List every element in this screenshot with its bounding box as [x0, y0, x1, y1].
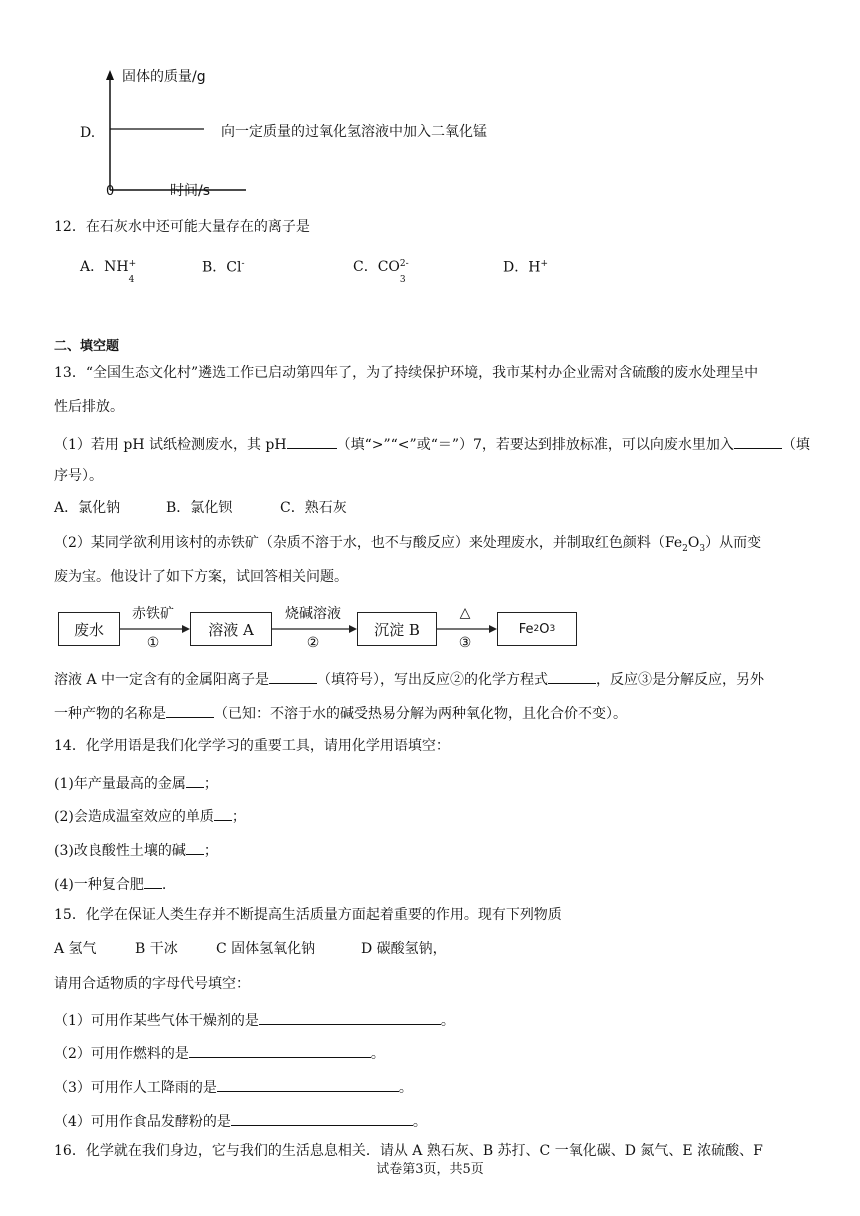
- formula-text: Fe: [518, 621, 534, 637]
- item-text: （3）可用作人工降雨的是: [54, 1080, 217, 1096]
- q15-item-3: [54, 1077, 413, 1097]
- q13-part1: [54, 434, 810, 454]
- item-text: (2)会造成温室效应的单质: [54, 809, 214, 825]
- q13-line2: 性后排放。: [54, 399, 124, 415]
- y-axis-label: 固体的质量/g: [122, 69, 206, 85]
- item-end: 。: [398, 1080, 413, 1096]
- part1-text-a: （1）若用 pH 试纸检测废水，其 pH: [54, 437, 287, 453]
- item-text: (3)改良酸性土壤的碱: [54, 843, 186, 859]
- ion-charge: +: [128, 259, 137, 269]
- question-number: 12．: [54, 219, 86, 235]
- ion-formula: CO: [377, 259, 400, 275]
- q14-item-4: [54, 874, 166, 894]
- q13-part2: [54, 535, 761, 555]
- ion-charge: -: [241, 259, 245, 269]
- section-title: 二、填空题: [54, 339, 120, 354]
- arrow-1-top-label: 赤铁矿: [132, 606, 174, 622]
- answer-blank-additive[interactable]: [734, 434, 782, 449]
- answer-blank[interactable]: [186, 840, 204, 855]
- q14-title: 14．化学用语是我们化学学习的重要工具，请用化学用语填空：: [54, 738, 450, 754]
- ion-subscript: 3: [399, 275, 406, 285]
- flow-box-label: 沉淀 B: [374, 620, 420, 639]
- text: 溶液 A 中一定含有的金属阳离子是: [54, 672, 270, 688]
- item-end: .: [161, 877, 167, 893]
- arrow-3-head: [489, 625, 497, 633]
- flow-box-label: 废水: [73, 620, 104, 639]
- item-end: 。: [370, 1046, 385, 1062]
- arrow-3-step-label: ③: [458, 635, 472, 651]
- formula-text: O: [539, 621, 550, 637]
- option-label: B．: [202, 259, 227, 276]
- q14-item-1: [54, 773, 218, 793]
- part2-text-a: （2）某同学欲利用该村的赤铁矿（杂质不溶于水，也不与酸反应）来处理废水，并制取红色颜料（Fe: [54, 535, 683, 551]
- ion-charge: 2-: [399, 259, 409, 269]
- formula-subscript: 3: [549, 624, 556, 634]
- arrow-1-head: [182, 625, 190, 633]
- item-text: (4)一种复合肥: [54, 877, 144, 893]
- q15-item-1: [54, 1010, 455, 1030]
- q15-option-a: A 氢气: [54, 941, 97, 957]
- ion-formula: NH: [104, 259, 129, 275]
- answer-blank-equation[interactable]: [548, 669, 596, 684]
- q14-item-3: [54, 840, 218, 860]
- option-label: D．: [503, 259, 529, 276]
- q13-line1: 13．“全国生态文化村”遴选工作已启动第四年了，为了持续保护环境，我市某村办企业需对含硫酸的废水处理呈中: [54, 365, 759, 381]
- option-a: [80, 259, 137, 285]
- origin-label: 0: [106, 184, 115, 198]
- ion-formula: Cl: [226, 259, 242, 276]
- x-axis-label: 时间/s: [170, 183, 211, 198]
- ion-charge: +: [540, 259, 548, 269]
- item-end: ；: [203, 776, 218, 792]
- part2-text-c: ）从而变: [705, 535, 762, 551]
- item-end: ；: [203, 843, 218, 859]
- answer-blank[interactable]: [144, 874, 162, 889]
- y-axis-arrow: [106, 70, 114, 80]
- formula-subscript: 2: [533, 624, 540, 634]
- arrow-2-step-label: ②: [306, 635, 320, 651]
- answer-blank[interactable]: [231, 1111, 413, 1126]
- item-end: 。: [412, 1114, 427, 1130]
- answer-blank-ph[interactable]: [287, 434, 337, 449]
- q14-item-2: [54, 806, 246, 826]
- option-c: [353, 259, 412, 285]
- q15-option-c: C 固体氢氧化钠: [216, 941, 316, 957]
- item-end: 。: [440, 1013, 455, 1029]
- page-footer: 试卷第3页，共5页: [376, 1162, 484, 1177]
- item-end: ；: [231, 809, 246, 825]
- text: 一种产物的名称是: [54, 706, 166, 722]
- answer-blank[interactable]: [259, 1010, 441, 1025]
- question-12: [54, 219, 310, 236]
- answer-blank[interactable]: [189, 1043, 371, 1058]
- answer-blank[interactable]: [214, 806, 232, 821]
- q15-item-2: [54, 1043, 385, 1063]
- q13-option-c: C．熟石灰: [280, 500, 347, 516]
- q13-part2-line2: 废为宝。他设计了如下方案，试回答相关问题。: [54, 569, 348, 585]
- q15-item-4: [54, 1111, 427, 1131]
- arrow-2-top-label: 烧碱溶液: [285, 606, 341, 622]
- q15-option-d: D 碳酸氢钠，: [361, 941, 447, 957]
- formula-subscript: 2: [682, 543, 688, 554]
- q15-instruction: 请用合适物质的字母代号填空：: [54, 976, 250, 992]
- q13-option-b: B．氯化钡: [166, 500, 233, 516]
- q16-text: 16．化学就在我们身边，它与我们的生活息息相关．请从 A 熟石灰、B 苏打、C 一氧化碳、D 氮气、E 浓硫酸、F: [54, 1143, 763, 1159]
- option-d-description: 向一定质量的过氧化氢溶液中加入二氧化锰: [221, 124, 487, 140]
- option-d-label: D.: [80, 125, 96, 141]
- arrow-1-step-label: ①: [146, 635, 160, 651]
- q15-title: 15．化学在保证人类生存并不断提高生活质量方面起着重要的作用。现有下列物质: [54, 907, 562, 923]
- arrow-2-head: [349, 625, 357, 633]
- item-text: (1)年产量最高的金属: [54, 776, 186, 792]
- q13-question-line1: [54, 669, 764, 689]
- option-b: [202, 259, 245, 276]
- q13-question-line2: [54, 703, 627, 723]
- ion-subscript: 4: [128, 275, 135, 285]
- option-label: C．: [353, 259, 378, 275]
- ion-formula: H: [528, 259, 541, 276]
- part2-text-b: O: [687, 535, 700, 551]
- q13-part1-line2: 序号）。: [54, 468, 103, 484]
- text: ，反应③是分解反应，另外: [596, 672, 765, 688]
- part1-text-c: （填: [781, 437, 810, 453]
- item-text: （1）可用作某些气体干燥剂的是: [54, 1013, 259, 1029]
- answer-blank-product[interactable]: [166, 703, 214, 718]
- formula-subscript: 3: [699, 543, 706, 554]
- option-d: [503, 259, 548, 276]
- arrow-3-top-label: △: [459, 605, 471, 621]
- answer-blank[interactable]: [186, 773, 204, 788]
- answer-blank[interactable]: [217, 1077, 399, 1092]
- q13-option-a: A．氯化钠: [54, 500, 121, 516]
- answer-blank-cation[interactable]: [269, 669, 317, 684]
- item-text: （4）可用作食品发酵粉的是: [54, 1114, 231, 1130]
- option-label: A．: [80, 259, 105, 275]
- q15-option-b: B 干冰: [135, 941, 178, 957]
- text: （填符号），写出反应②的化学方程式: [317, 672, 549, 688]
- flow-box-label: 溶液 A: [208, 620, 254, 639]
- part1-text-b: （填“>”“<”或“＝”）7，若要达到排放标准，可以向废水里加入: [336, 437, 734, 453]
- text: （已知：不溶于水的碱受热易分解为两种氧化物，且化合价不变）。: [214, 706, 627, 722]
- item-text: （2）可用作燃料的是: [54, 1046, 189, 1062]
- question-text: 在石灰水中还可能大量存在的离子是: [85, 219, 310, 235]
